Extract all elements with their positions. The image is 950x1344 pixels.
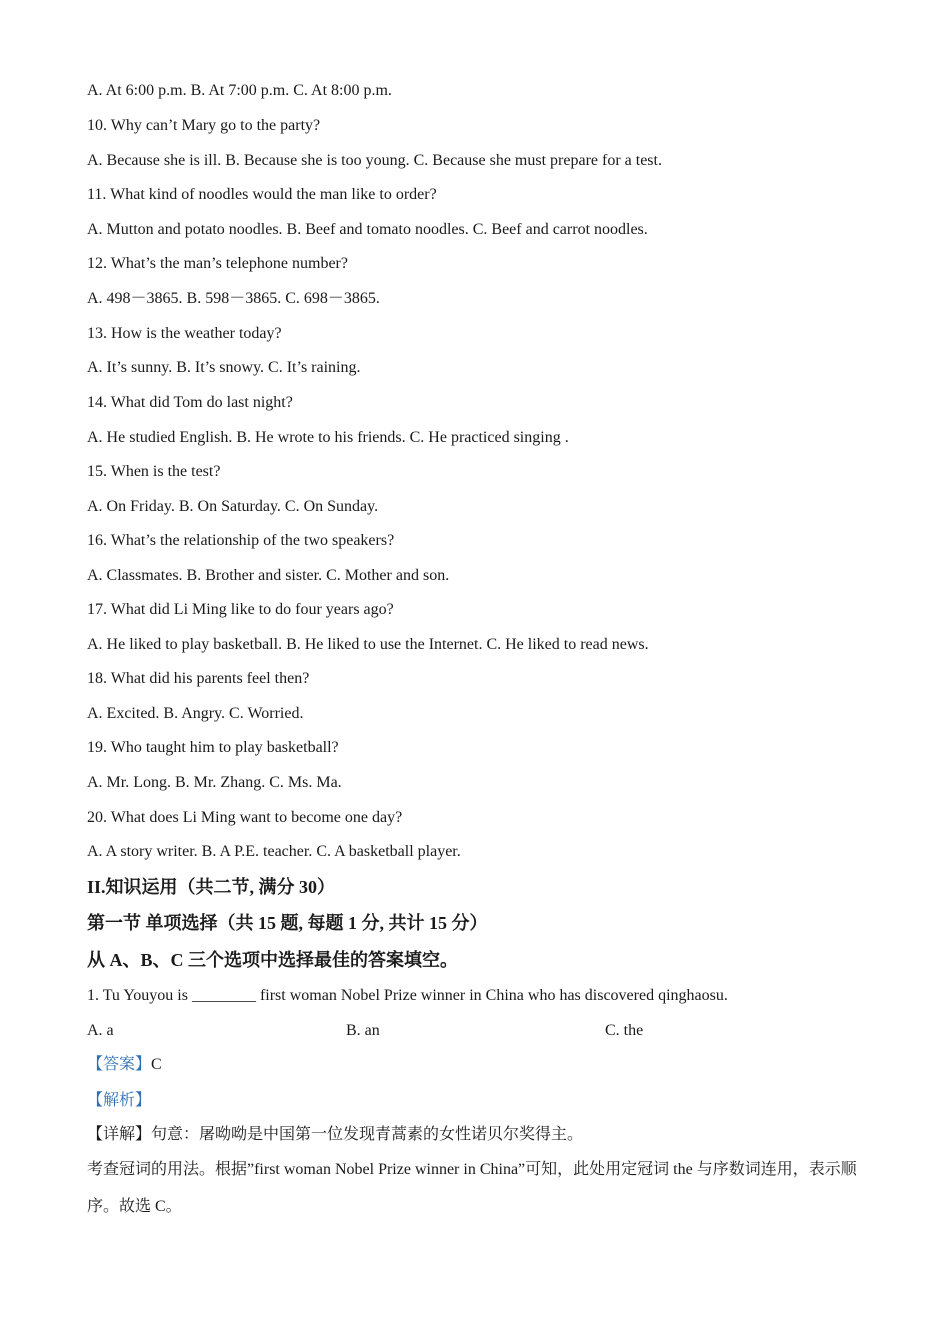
q9-options: A. At 6:00 p.m. B. At 7:00 p.m. C. At 8:00 p.m. xyxy=(87,82,392,99)
question-stem: 1. Tu Youyou is ________ first woman Nobel Prize winner in China who has discovered qinghaosu. xyxy=(87,987,728,1004)
detail-line: 【详解】句意：屠呦呦是中国第一位发现青蒿素的女性诺贝尔奖得主。 xyxy=(87,1126,584,1143)
answer-tag: 【答案】 xyxy=(87,1056,152,1073)
q18-options: A. Excited. B. Angry. C. Worried. xyxy=(87,705,304,722)
analysis-tag: 【解析】 xyxy=(87,1092,152,1109)
option-b: B. an xyxy=(346,1022,380,1039)
q20-stem: 20. What does Li Ming want to become one day? xyxy=(87,809,403,826)
q15-stem: 15. When is the test? xyxy=(87,463,221,480)
q17-options: A. He liked to play basketball. B. He liked to use the Internet. C. He liked to read news. xyxy=(87,636,649,653)
q16-stem: 16. What’s the relationship of the two speakers? xyxy=(87,532,395,549)
q10-options: A. Because she is ill. B. Because she is too young. C. Because she must prepare for a test. xyxy=(87,152,662,169)
answer-value: C xyxy=(151,1056,162,1073)
q17-stem: 17. What did Li Ming like to do four years ago? xyxy=(87,601,394,618)
explanation-paragraph: 考查冠词的用法。根据”first woman Nobel Prize winner in China”可知，此处用定冠词 the 与序数词连用，表示顺序。故选 C。 xyxy=(87,1161,857,1215)
q11-stem: 11. What kind of noodles would the man like to order? xyxy=(87,186,437,203)
q19-stem: 19. Who taught him to play basketball? xyxy=(87,739,339,756)
q13-options: A. It’s sunny. B. It’s snowy. C. It’s raining. xyxy=(87,359,361,376)
q14-stem: 14. What did Tom do last night? xyxy=(87,394,293,411)
q18-stem: 18. What did his parents feel then? xyxy=(87,670,310,687)
q19-options: A. Mr. Long. B. Mr. Zhang. C. Ms. Ma. xyxy=(87,774,342,791)
option-c: C. the xyxy=(605,1022,644,1039)
q10-stem: 10. Why can’t Mary go to the party? xyxy=(87,117,321,134)
option-a: A. a xyxy=(87,1022,114,1039)
answer-line xyxy=(87,1055,162,1075)
section-subtitle: 第一节 单项选择（共 15 题, 每题 1 分, 共计 15 分） xyxy=(87,913,488,933)
q16-options: A. Classmates. B. Brother and sister. C. Mother and son. xyxy=(87,567,450,584)
section-instruction: 从 A、B、C 三个选项中选择最佳的答案填空。 xyxy=(87,950,459,970)
q13-stem: 13. How is the weather today? xyxy=(87,325,282,342)
q15-options: A. On Friday. B. On Saturday. C. On Sunday. xyxy=(87,498,379,515)
q11-options: A. Mutton and potato noodles. B. Beef and tomato noodles. C. Beef and carrot noodles. xyxy=(87,221,648,238)
q12-stem: 12. What’s the man’s telephone number? xyxy=(87,255,348,272)
q20-options: A. A story writer. B. A P.E. teacher. C. A basketball player. xyxy=(87,843,461,860)
part-title: II.知识运用（共二节, 满分 30） xyxy=(87,877,336,897)
q14-options: A. He studied English. B. He wrote to his friends. C. He practiced singing . xyxy=(87,429,569,446)
q12-options: A. 498－3865. B. 598－3865. C. 698－3865. xyxy=(87,290,380,307)
